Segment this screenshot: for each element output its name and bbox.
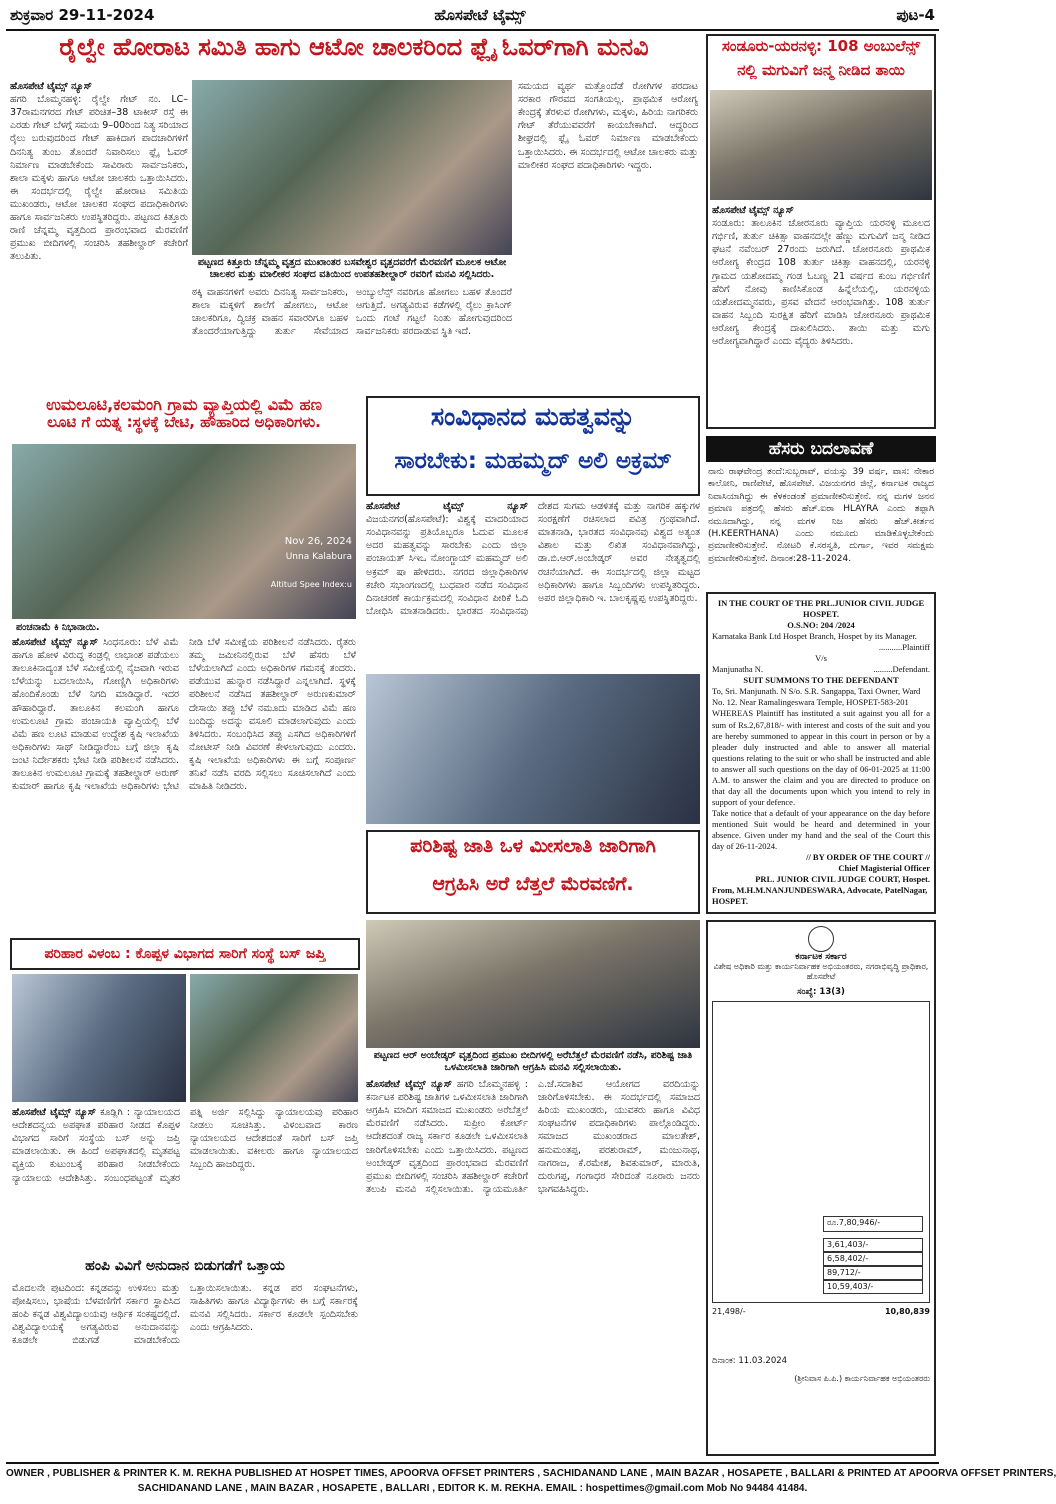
article5-photo-caption: ಪಟ್ಟಣದ ಆರ್ ಅಂಬೇಡ್ಕರ್ ವೃತ್ತದಿಂದ ಪ್ರಮುಖ ಬೀದಿಗಳಲ್ಲಿ ಅರೆಬೆತ್ತಲೆ ಮೆರವಣಿಗೆ ನಡೆಸಿ, ಪರಿಶಿಷ್ಟ ಜಾತಿ ಒಳಮೀಸಲಾತಿ ಜಾರಿಗಾಗಿ ಆಗ್ರಹಿಸಿ ಮನವಿ ಸಲ್ಲಿಸಲಾಯಿತು. [366,1048,700,1076]
tender-header: ಕರ್ನಾಟಕ ಸರ್ಕಾರ [795,952,847,962]
tender-signature: (ಶ್ರೀನಿವಾಸ ಪಿ.ಪಿ.) ಕಾರ್ಯನಿರ್ವಾಹಕ ಅಭಿಯಂತರರು [794,1373,930,1383]
article5-headline-1: ಪರಿಶಿಷ್ಟ ಜಾತಿ ಒಳ ಮೀಸಲಾತಿ ಜಾರಿಗಾಗಿ [410,835,656,857]
court-to: To, Sri. Manjunath. N S/o. S.R. Sangappa, Taxi Owner, Ward No. 12. Near Ramalingeswara Temple, HOSPET-583-201 [712,686,921,708]
court-officer-1: Chief Magisterial Officer [838,863,930,874]
article5-text [366,1078,700,1456]
article3-byline: ಹೊಸಪೇಟೆ ಟೈಮ್ಸ್ ನ್ಯೂಸ್ [12,637,98,648]
court-vs: V/s [815,653,827,664]
court-defendant-tag: .........Defendant. [873,664,930,675]
tender-amount-5: 10,59,403/- [823,1280,923,1294]
tender-amount-4: 89,712/- [823,1266,923,1280]
tender-emblem [808,926,834,952]
article3-photo-caption: ಪಂಚನಾಮೆ ಕಿ ನಿಭಾನಾಯಿ. [12,620,356,634]
tender-amount-3: 6,58,402/- [823,1252,923,1266]
article6-body: ಕೂಡ್ಲಿಗಿ : ನ್ಯಾಯಾಲಯದ ಆದೇಶದನ್ವಯ ಅಪಘಾತ ಪರಿಹಾರ ನೀಡದ ಕೊಪ್ಪಳ ವಿಭಾಗದ ಸಾರಿಗೆ ಸಂಸ್ಥೆಯ ಬಸ್ ಅನ್ನು ಜಪ್ತಿ ಮಾಡಲಾಯಿತು. ಈ ಹಿಂದೆ ಅಪಘಾತದಲ್ಲಿ ಮೃತಪಟ್ಟ ವ್ಯಕ್ತಿಯ ಕುಟುಂಬಕ್ಕೆ ಪರಿಹಾರ ನೀಡಬೇಕೆಂದು ನ್ಯಾಯಾಲಯ ಆದೇಶಿಸಿತ್ತು. ಸಂಬಂಧಪಟ್ಟಂತೆ ಮೃತರ ಪತ್ನಿ ಅರ್ಜಿ ಸಲ್ಲಿಸಿದ್ದು ನ್ಯಾಯಾಲಯವು ಪರಿಹಾರ ನೀಡಲು ಸೂಚಿಸಿತ್ತು. ವಿಳಂಬವಾದ ಕಾರಣ ನ್ಯಾಯಾಲಯದ ಆದೇಶದಂತೆ ಸಾರಿಗೆ ಬಸ್ ಜಪ್ತಿ ಮಾಡಲಾಯಿತು. ವಕೀಲರು ಹಾಗೂ ನ್ಯಾಯಾಲಯದ ಸಿಬ್ಬಂದಿ ಹಾಜರಿದ್ದರು. [12,1107,358,1184]
name-change-box [706,436,936,586]
article3-photo-loc: Unna Kalabura [285,552,352,562]
article5-headline-2: ಆಗ್ರಹಿಸಿ ಅರೆ ಬೆತ್ತಲೆ ಮೆರವಣಿಗೆ. [432,873,634,895]
article3-headline-2: ಲೂಟಿ ಗೆ ಯತ್ನ :ಸ್ಥಳಕ್ಕೆ ಬೇಟಿ, ಹೌಹಾರಿದ ಅಧಿಕಾರಿಗಳು. [47,413,321,432]
article3-headline-block [10,396,358,440]
article3-text [12,636,356,932]
article6-photo-2 [190,974,358,1102]
article6-photo-1 [12,974,186,1102]
court-from: From, M.H.M.NANJUNDESWARA, Advocate, PatelNagar, HOSPET. [712,885,928,907]
tender-date: ದಿನಾಂಕ: 11.03.2024 [712,1355,788,1366]
article2-photo [710,90,932,200]
court-whereas: WHEREAS Plaintiff has instituted a suit against you all for a sum of Rs.2,67,818/- with interest and costs of the suit and you are hereby summoned to appear in this court in person or by a pleader duly instructed and able to answer all material questions relating to the suit or who shall be instructed and able to answer all such questions on the day of 06-01-2025 at 11:00 A.M. to answer the claim and you are directed to produce on that day all the documents upon which you intend to rely in support of your defence. [712,708,930,807]
court-plaintiff: Karnataka Bank Ltd Hospet Branch, Hospet by its Manager. [712,631,917,642]
article5-photo [366,920,700,1048]
article4-headline-box [366,396,700,496]
footer-line-1: OWNER , PUBLISHER & PRINTER K. M. REKHA PUBLISHED AT HOSPET TIMES, APOORVA OFFSET PRINTERS , SACHIDANAND LANE , MAIN BAZAR , HOSAPETE , BALLARI & PRINTED AT APOORVA OFFSET PRINTERS, [6,1468,1056,1479]
court-plaintiff-tag: ...........Plaintiff [878,642,930,653]
article3-headline-1: ಉಮಲೂಟಿ,ಕಲಮಂಗಿ ಗ್ರಾಮ ವ್ಯಾಪ್ತಿಯಲ್ಲಿ ವಿಮೆ ಹಣ [46,395,322,414]
article7-body: ಮೊದಲನೇ ಪುಟದಿಂದ: ಕನ್ನಡವನ್ನು ಉಳಿಸಲು ಮತ್ತು ಪೋಷಿಸಲು, ಭಾಷೆಯ ಬೆಳವಣಿಗೆಗೆ ಸರ್ಕಾರ ಸ್ಥಾಪಿಸಿದ ಹಂಪಿ ಕನ್ನಡ ವಿಶ್ವವಿದ್ಯಾಲಯವು ಆರ್ಥಿಕ ಸಂಕಷ್ಟದಲ್ಲಿದೆ. ವಿಶ್ವವಿದ್ಯಾಲಯಕ್ಕೆ ಅಗತ್ಯವಿರುವ ಅನುದಾನವನ್ನು ಕೂಡಲೇ ಬಿಡುಗಡೆ ಮಾಡಬೇಕೆಂದು ಒತ್ತಾಯಿಸಲಾಯಿತು. ಕನ್ನಡ ಪರ ಸಂಘಟನೆಗಳು, ಸಾಹಿತಿಗಳು ಹಾಗೂ ವಿದ್ಯಾರ್ಥಿಗಳು ಈ ಬಗ್ಗೆ ಸರ್ಕಾರಕ್ಕೆ ಮನವಿ ಸಲ್ಲಿಸಿದರು. ಸರ್ಕಾರ ಕೂಡಲೇ ಸ್ಪಂದಿಸಬೇಕು ಎಂದು ಆಗ್ರಹಿಸಿದರು. [12,1283,358,1347]
article3-photo [12,444,356,619]
masthead-date: ಶುಕ್ರವಾರ 29-11-2024 [10,6,155,24]
article1-byline: ಹೊಸಪೇಟೆ ಟೈಮ್ಸ್ ನ್ಯೂಸ್ [10,81,92,92]
court-officer-2: PRL. JUNIOR CIVIL JUDGE COURT, Hospet. [755,874,930,885]
article1-body-mid: ಠಕ್ಕಿ ವಾಹನಗಳಿಗೆ ಅವರು ದಿನನಿತ್ಯ ಸಾರ್ವಜನಿಕರು, ಶಾಲಾ ಮಕ್ಕಳಿಗೆ ಶಾಲೆಗೆ ಹೋಗಲು, ಆಟೋ ಚಾಲಕರಿಗೂ, ದ್ವಿಚಕ್ರ ವಾಹನ ಸವಾರರಿಗೂ ಬಹಳ ತೊಂದರೆಯಾಗುತ್ತಿದ್ದು ತುರ್ತು ಸೇವೆಯಾದ ಅಂಬ್ಯುಲೆನ್ಸ್ ನವರಿಗೂ ಹೋಗಲು ಬಹಳ ತೊಂದರೆ ಆಗುತ್ತಿದೆ. ಅಗತ್ಯವಿರುವ ಕಡೆಗಳಲ್ಲಿ ರೈಲು ಕ್ರಾಸಿಂಗ್ ಒಂದು ಗಂಟೆ ಗಟ್ಟಲೆ ನಿಂತು ಹೋಗುವುದರಿಂದ ಸಾರ್ವಜನಿಕರು ಪರದಾಡುವ ಸ್ಥಿತಿ ಇದೆ. [192,287,512,338]
tender-amount-6: 21,498/- [712,1306,746,1316]
tender-amount-7: 10,80,839 [884,1306,930,1316]
tender-amount-1: ರೂ.7,80,946/- [823,1216,923,1232]
masthead-page-no: ಪುಟ-4 [896,6,935,24]
masthead-paper-name: ಹೊಸಪೇಟೆ ಟೈಮ್ಸ್ [434,6,526,24]
article3-photo-alt: Altitud Spee Index:u [270,580,352,589]
court-title: IN THE COURT OF THE PRL.JUNIOR CIVIL JUDGE HOSPET. [717,598,925,620]
article4-headline-2: ಸಾರಬೇಕು: ಮಹಮ್ಮದ್ ಅಲಿ ಅಕ್ರಮ್ [394,448,672,474]
article2-text [712,204,930,426]
article2-box [706,34,936,429]
article3-body: ಸಿಂಧನೂರು: ಬೆಳೆ ವಿಮೆ ಹಾಗೂ ಹೋಳ ವಿರುದ್ಧ ಕಂಡ್ರಲ್ಲಿ ಲಾಭಾಂಶ ಪಡೆಯಲು ತಾಲೂಕಿನಾದ್ಯಂತ ಬೆಳೆ ಸಮೀಕ್ಷೆಯಲ್ಲಿ ನೈಜವಾಗಿ ಇರುವ ಬೆಳೆಯನ್ನು ಬದಲಾಯಿಸಿ, ಗೋಣ್ಣಿಗಿ ಅಧಿಕಾರಿಗಳು ಹೊಂದಿಕೊಂಡು ಬೆಳೆ ನಿಗದಿ ಮಾಡಿದ್ದಾರೆ. ಇದರ ಹೌಹಾರಿದ್ದಾರೆ. ತಾಲೂಕಿನ ಕಲಮಂಗಿ ಹಾಗೂ ಉಮಲೂಟಿ ಗ್ರಾಮ ಪಂಚಾಯತಿ ವ್ಯಾಪ್ತಿಯಲ್ಲಿ ಬೆಳೆ ವಿಮೆ ಹಣ ಲೂಟಿ ಮಾಡುವ ಉದ್ದೇಶ ಕೃಷಿ ಇಲಾಖೆಯ ಅಧಿಕಾರಿಗಳು ಸಾಥ್ ನೀಡಿದ್ದಾರೆಂಬ ಬಗ್ಗೆ ಜಿಲ್ಲಾ ಕೃಷಿ ಜಂಟಿ ನಿರ್ದೇಶಕರು ಭೇಟಿ ನೀಡಿ ಪರಿಶೀಲನೆ ನಡೆಸಿದರು. ತಾಲೂಕಿನ ಉಮಲೂಟಿ ಗ್ರಾಮಕ್ಕೆ ತಹಶೀಲ್ದಾರ್ ಅರುಣ್ ಕುಮಾರ್ ಹಾಗೂ ಕೃಷಿ ಇಲಾಖೆಯ ಅಧಿಕಾರಿಗಳು ಭೇಟಿ ನೀಡಿ ಬೆಳೆ ಸಮೀಕ್ಷೆಯ ಪರಿಶೀಲನೆ ನಡೆಸಿದರು. ರೈತರು ತಮ್ಮ ಜಮೀನಿನಲ್ಲಿರುವ ಬೆಳೆ ಹೆಸರು ಬೆಳೆ ಬೆಳೆಯಲಾಗಿದೆ ಎಂದು ಅಧಿಕಾರಿಗಳ ಗಮನಕ್ಕೆ ತಂದರು. ಪಡೆಯುವ ಹುನ್ನಾರ ನಡೆಸಿದ್ದಾರೆ ಎನ್ನಲಾಗಿದೆ. ಸ್ಥಳಕ್ಕೆ ಪರಿಶೀಲನೆ ನಡೆಸಿದ ತಹಶೀಲ್ದಾರ್ ಅರುಣಕುಮಾರ್ ದೇಸಾಯಿ ತಪ್ಪು ಬೆಳೆ ನಮೂದು ಮಾಡಿದ ವಿಮೆ ಹಣ ಬಂದಿದ್ದು ಅದನ್ನು ವಸೂಲಿ ಮಾಡಲಾಗುವುದು ಎಂದು ತಿಳಿಸಿದರು. ಸಂಬಂಧಿಸಿದ ತಪ್ಪು ಎಸಗಿದ ಅಧಿಕಾರಿಗಳಿಗೆ ನೋಟೀಸ್ ನೀಡಿ ವಿವರಣೆ ಕೇಳಲಾಗುವುದು ಎಂದರು. ಕೃಷಿ ಇಲಾಖೆಯ ಅಧಿಕಾರಿಗಳು ಈ ಬಗ್ಗೆ ಸಂಪೂರ್ಣ ತನಿಖೆ ನಡೆಸಿ ವರದಿ ಸಲ್ಲಿಸಲು ಸೂಚಿಸಲಾಗಿದೆ ಎಂದು ಮಾಹಿತಿ ನೀಡಿದರು. [12,637,356,793]
tender-notice-box [706,920,936,1456]
article4-headline-1: ಸಂವಿಧಾನದ ಮಹತ್ವವನ್ನು [430,402,636,431]
tender-body: ವಿಶೇಷ ಅಧಿಕಾರಿ ಮತ್ತು ಕಾರ್ಯನಿರ್ವಾಹಕ ಅಭಿಯಂತರರು, ನಗರಾಭಿವೃದ್ಧಿ ಪ್ರಾಧಿಕಾರ, ಹೊಸಪೇಟೆ [713,962,929,982]
article1-body-left: ಹಗರಿ ಬೊಮ್ಮನಹಳ್ಳಿ: ರೈಲ್ವೇ ಗೇಟ್ ನಂ. LC–37ರಾಮನಗರದ ಗೇಟ್ ಪರಿಚಿತ–38 ಟಾಕೀಸ್ ರಸ್ತೆ ಈ ಎರಡು ಗೇಟ್ ಬೆಳಗ್ಗೆ ಸಮಯ 9–00ರಿಂದ ನಿತ್ಯ ಸರಿಯಾದ ರೈಲು ಬರುವುದರಿಂದ ಗೇಟ್ ಹಾಕಿದಾಗ ಪಾದಚಾರಿಗಳಿಗೆ ದಿನನಿತ್ಯ ತುಂಬ ತೊಂದರೆ ನಿವಾರಿಸಲು ಫ್ಲೈ ಓವರ್ ನಿರ್ಮಾಣ ಮಾಡಬೇಕೆಂದು ಸಾವಿರಾರು ಸಾರ್ವಜನಿಕರು, ಶಾಲಾ ಮಕ್ಕಳು ಹಾಗೂ ಆಟೋ ಚಾಲಕರು ಒತ್ತಾಯಿಸಿದರು. ಈ ಸಂದರ್ಭದಲ್ಲಿ ರೈಲ್ವೇ ಹೋರಾಟ ಸಮಿತಿಯ ಮುಖಂಡರು, ಆಟೋ ಚಾಲಕರ ಸಂಘದ ಪದಾಧಿಕಾರಿಗಳು ಹಾಗೂ ಸಾರ್ವಜನಿಕರು ಉಪಸ್ಥಿತರಿದ್ದರು. ಪಟ್ಟಣದ ಕಿತ್ತೂರು ರಾಣಿ ಚೆನ್ನಮ್ಮ ವೃತ್ತದಿಂದ ಪ್ರಾರಂಭವಾದ ಮೆರವಣಿಗೆ ಪ್ರಮುಖ ಬೀದಿಗಳಲ್ಲಿ ಸಂಚರಿಸಿ ತಹಶೀಲ್ದಾರ್ ಕಚೇರಿಗೆ ತಲುಪಿತು. [10,94,188,263]
masthead-rule [6,29,939,31]
article6-headline: ಪರಿಹಾರ ವಿಳಂಬ : ಕೊಪ್ಪಳ ವಿಭಾಗದ ಸಾರಿಗೆ ಸಂಸ್ಥೆ ಬಸ್ ಜಪ್ತಿ [44,946,326,962]
article1-photo-caption: ಪಟ್ಟಣದ ಕಿತ್ತೂರು ಚೆನ್ನಮ್ಮ ವೃತ್ತದ ಮುಖಾಂತರ ಬಸವೇಶ್ವರ ವೃತ್ತದವರೆಗೆ ಮೆರವಣಿಗೆ ಮೂಲಕ ಆಟೋ ಚಾಲಕರ ಮತ್ತು ಮಾಲೀಕರ ಸಂಘದ ವತಿಯಿಂದ ಉಪತಹಶೀಲ್ದಾರ್ ರವರಿಗೆ ಮನವಿ ಸಲ್ಲಿಸಿದರು. [192,255,512,283]
article4-body: ವಿಜಯನಗರ(ಹೊಸಪೇಟೆ): ವಿಶ್ವಕ್ಕೆ ಮಾದರಿಯಾದ ಸಂವಿಧಾನವನ್ನು ಪ್ರತಿಯೊಬ್ಬರೂ ಓದುವ ಮೂಲಕ ಅದರ ಮಹತ್ವವನ್ನು ಸಾರಬೇಕು ಎಂದು ಜಿಲ್ಲಾ ಪಂಚಾಯತ್ ಸಿಇಒ ನೋಂಗ್ಜಾಯ್ ಮಹಮ್ಮದ್ ಅಲಿ ಅಕ್ರಮ್ ಷಾ ಹೇಳಿದರು. ನಗರದ ಜಿಲ್ಲಾಧಿಕಾರಿಗಳ ಕಚೇರಿ ಸಭಾಂಗಣದಲ್ಲಿ ಬುಧವಾರ ನಡೆದ ಸಂವಿಧಾನ ದಿನಾಚರಣೆ ಕಾರ್ಯಕ್ರಮದಲ್ಲಿ ಸಂವಿಧಾನ ಪೀಠಿಕೆ ಓದಿ ಬೋಧಿಸಿ ಮಾತನಾಡಿದರು. ಭಾರತದ ಸಂವಿಧಾನವು ದೇಶದ ಸುಗಮ ಆಡಳಿತಕ್ಕೆ ಮತ್ತು ನಾಗರಿಕ ಹಕ್ಕುಗಳ ಸಂರಕ್ಷಣೆಗೆ ರಚಿಸಲಾದ ಪವಿತ್ರ ಗ್ರಂಥವಾಗಿದೆ. ಮಾತನಾಡಿ, ಭಾರತದ ಸಂವಿಧಾನವು ವಿಶ್ವದ ಅತ್ಯಂತ ವಿಶಾಲ ಮತ್ತು ಲಿಖಿತ ಸಂವಿಧಾನವಾಗಿದ್ದು, ಡಾ.ಬಿ.ಆರ್.ಅಂಬೇಡ್ಕರ್ ಅವರ ನೇತೃತ್ವದಲ್ಲಿ ರಚನೆಯಾಗಿದೆ. ಈ ಸಂದರ್ಭದಲ್ಲಿ ಜಿಲ್ಲಾ ಮಟ್ಟದ ಅಧಿಕಾರಿಗಳು ಹಾಗೂ ಸಿಬ್ಬಂದಿಗಳು ಉಪಸ್ಥಿತರಿದ್ದರು. ಅಪರ ಜಿಲ್ಲಾಧಿಕಾರಿ ಇ. ಬಾಲಕೃಷ್ಣಪ್ಪ ಉಪಸ್ಥಿತರಿದ್ದರು. [366,501,700,617]
name-change-heading: ಹೆಸರು ಬದಲಾವಣೆ [706,436,936,462]
court-summons-heading: SUIT SUMMONS TO THE DEFENDANT [743,675,899,686]
court-defendant [712,664,930,675]
court-summons-box [706,592,936,914]
tender-amount-row [712,1307,930,1316]
footer-line-2: SACHIDANAND LANE , MAIN BAZAR , HOSAPETE , BALLARI , EDITOR K. M. REKHA. EMAIL : hospettimes@gmail.com Mob No 94484 41484. [137,1483,808,1494]
footer-rule [6,1462,939,1464]
name-change-body: ನಾನು ರಾಘವೇಂದ್ರ ತಂದೆ:ಸುಬ್ಬರಾವ್, ವಯಸ್ಸು 39 ವರ್ಷ, ವಾಸ: ನೇಕಾರ ಕಾಲೋನಿ, ರಾಣಿಪೇಟೆ, ಹೊಸಪೇಟೆ. ವಿಜಯನಗರ ಜಿಲ್ಲೆ, ಕರ್ನಾಟಕ ರಾಜ್ಯದ ನಿವಾಸಿಯಾಗಿದ್ದು ಈ ಕೆಳಕಂಡಂತೆ ಪ್ರಮಾಣೀಕರಿಸುತ್ತೇನೆ. ನನ್ನ ಮಗಳ ಜನನ ಪ್ರಮಾಣ ಪತ್ರದಲ್ಲಿ ಹೆಸರು ಹೆಚ್.ಐರಾ HLAYRA ಎಂದು ತಪ್ಪಾಗಿ ನಮೂದಾಗಿದ್ದು, ನನ್ನ ಮಗಳ ನಿಜ ಹೆಸರು ಹೆಚ್.ಕೀರ್ತನ (H.KEERTHANA) ಎಂದು ನಮೂದು ಮಾಡಿಕೊಳ್ಳಬೇಕೆಂದು ಪ್ರಮಾಣೀಕರಿಸುತ್ತೇನೆ. ನೋಟರಿ ಕೆ.ಸರಸ್ವತಿ, ದುರ್ಗಾ, ಇವರ ಸಮಕ್ಷಮ ಪ್ರಮಾಣೀಕರಿಸುತ್ತೇನೆ. ದಿನಾಂಕ:28-11-2024. [708,467,934,564]
footer [6,1466,1056,1500]
article2-headline-2: ನಲ್ಲಿ ಮಗುವಿಗೆ ಜನ್ಮ ನೀಡಿದ ತಾಯಿ [737,61,905,79]
court-defendant-name: Manjunatha N. [712,664,763,675]
article2-byline: ಹೊಸಪೇಟೆ ಟೈಮ್ಸ್ ನ್ಯೂಸ್ [712,205,794,216]
article4-text [366,500,700,670]
article5-headline-box [366,830,700,914]
article6-byline: ಹೊಸಪೇಟೆ ಟೈಮ್ಸ್ ನ್ಯೂಸ್ [12,1107,96,1118]
article3-photo-stamp: Nov 26, 2024 [284,536,352,547]
article1-left-column [10,80,188,390]
article2-body: ಸಂಡೂರು: ತಾಲೂಕಿನ ಚೋರನೂರು ವ್ಯಾಪ್ತಿಯ ಯರನಳ್ಳಿ ಮೂಲದ ಗರ್ಭಿಣಿ, ತುರ್ತು ಚಿಕಿತ್ಸಾ ವಾಹನದಲ್ಲೇ ಹೆಣ್ಣು ಮಗುವಿಗೆ ಜನ್ಮ ನೀಡಿದ ಘಟನೆ ನವೆಂಬರ್ 27ರಂದು ಜರುಗಿದೆ. ಚೋರನೂರು ಪ್ರಾಥಮಿಕ ಆರೋಗ್ಯ ಕೇಂದ್ರದ 108 ತುರ್ತು ಚಿಕಿತ್ಸಾ ವಾಹನದಲ್ಲಿ, ಯರನಳ್ಳಿ ಗ್ರಾಮದ ಯಶೋದಮ್ಮ ಗಂಡ ಓಬಣ್ಣ 21 ವರ್ಷದ ಕುಂಬ ಗರ್ಭಿಣಿಗೆ ಹೆರಿಗೆ ನೋವು ಕಾಣಿಸಿಕೊಂಡ ಹಿನ್ನೆಲೆಯಲ್ಲಿ, ಯರನಳ್ಳಿಯ ಯಶೋದಮ್ಮನವರು, ಪ್ರಸವ ವೇದನೆ ಆರಂಭವಾಗಿತ್ತು. 108 ತುರ್ತು ವಾಹನ ಸಿಬ್ಬಂದಿ ಸುರಕ್ಷಿತ ಹೆರಿಗೆ ಮಾಡಿಸಿ ಚೋರನೂರು ಪ್ರಾಥಮಿಕ ಆರೋಗ್ಯ ಕೇಂದ್ರಕ್ಕೆ ದಾಖಲಿಸಿದರು. ತಾಯಿ ಮತ್ತು ಮಗು ಆರೋಗ್ಯವಾಗಿದ್ದಾರೆ ಎಂದು ವೈದ್ಯರು ತಿಳಿಸಿದರು. [712,218,930,348]
tender-amount-2: 3,61,403/- [823,1238,923,1252]
article6-headline-box [10,938,360,970]
tender-notice-no: ಸಂಖ್ಯೆ: 13(3) [797,986,845,997]
court-notice: Take notice that a default of your appearance on the day before mentioned Suit would be heard and determined in your absence. Given under my hand and the seal of the Court this day of 26-11-2024. [712,807,930,852]
article4-byline: ಹೊಸಪೇಟೆ ಟೈಮ್ಸ್ ನ್ಯೂಸ್ [366,501,528,512]
article4-photo [366,674,700,824]
court-os-no: O.S.NO: 204 /2024 [787,620,855,631]
article1-headline: ರೈಲ್ವೇ ಹೋರಾಟ ಸಮಿತಿ ಹಾಗು ಆಟೋ ಚಾಲಕರಿಂದ ಫ್ಲೈ ಓವರ್‌ಗಾಗಿ ಮನವಿ [59,33,649,61]
tender-table [712,1001,930,1303]
article2-headline-1: ಸಂಡೂರು-ಯರನಳ್ಳಿ: 108 ಅಂಬುಲೆನ್ಸ್ [721,37,921,55]
article6-text [12,1106,358,1254]
court-order: // BY ORDER OF THE COURT // [806,852,930,863]
article5-body: ಹಗರಿ ಬೊಮ್ಮನಹಳ್ಳಿ : ಕರ್ನಾಟಕ ಪರಿಶಿಷ್ಟ ಜಾತಿಗಳ ಒಳಮೀಸಲಾತಿ ಜಾರಿಗಾಗಿ ಆಗ್ರಹಿಸಿ ಮಾದಿಗ ಸಮಾಜದ ಮುಖಂಡರು ಅರೆಬೆತ್ತಲೆ ಮೆರವಣಿಗೆ ನಡೆಸಿದರು. ಸುಪ್ರೀಂ ಕೋರ್ಟ್ ಆದೇಶದಂತೆ ರಾಜ್ಯ ಸರ್ಕಾರ ಕೂಡಲೇ ಒಳಮೀಸಲಾತಿ ಜಾರಿಗೊಳಿಸಬೇಕು ಎಂದು ಒತ್ತಾಯಿಸಿದರು. ಪಟ್ಟಣದ ಅಂಬೇಡ್ಕರ್ ವೃತ್ತದಿಂದ ಪ್ರಾರಂಭವಾದ ಮೆರವಣಿಗೆ ಪ್ರಮುಖ ಬೀದಿಗಳಲ್ಲಿ ಸಂಚರಿಸಿ ತಹಶೀಲ್ದಾರ್ ಕಚೇರಿಗೆ ತಲುಪಿ ಮನವಿ ಸಲ್ಲಿಸಲಾಯಿತು. ನ್ಯಾಯಮೂರ್ತಿ ಎ.ಜೆ.ಸದಾಶಿವ ಆಯೋಗದ ವರದಿಯನ್ನು ಜಾರಿಗೊಳಿಸಬೇಕು. ಈ ಸಂದರ್ಭದಲ್ಲಿ ಸಮಾಜದ ಹಿರಿಯ ಮುಖಂಡರು, ಯುವಕರು ಹಾಗೂ ವಿವಿಧ ಸಂಘಟನೆಗಳ ಪದಾಧಿಕಾರಿಗಳು ಪಾಲ್ಗೊಂಡಿದ್ದರು. ಸಮಾಜದ ಮುಖಂಡರಾದ ಮಾಲತೇಶ್, ಹನುಮಂತಪ್ಪ, ಪರಶುರಾಮ್, ಮಂಜುನಾಥ, ನಾಗರಾಜ, ಕೆ.ರಮೇಶ, ಶಿವಕುಮಾರ್, ಮಾರುತಿ, ದುರುಗಪ್ಪ, ಗಂಗಾಧರ ಸೇರಿದಂತೆ ನೂರಾರು ಜನರು ಭಾಗವಹಿಸಿದ್ದರು. [366,1079,700,1195]
article7-headline: ಹಂಪಿ ವಿವಿಗೆ ಅನುದಾನ ಬಿಡುಗಡೆಗೆ ಒತ್ತಾಯ [85,1258,285,1274]
article5-byline: ಹೊಸಪೇಟೆ ಟೈಮ್ಸ್ ನ್ಯೂಸ್ [366,1079,452,1090]
article1-photo [192,80,512,255]
masthead [0,0,945,30]
article1-body-right: ಸಮಯದ ವ್ಯರ್ಥ ಮತ್ತೊಂದೆಡೆ ರೋಗಿಗಳ ಪರದಾಟ ಸರಕಾರ ಗೌರವದ ಸಂಗತಿಯಲ್ಲ. ಪ್ರಾಥಮಿಕ ಆರೋಗ್ಯ ಕೇಂದ್ರಕ್ಕೆ ತೆರಳುವ ರೋಗಿಗಳು, ಮಕ್ಕಳು, ಹಿರಿಯ ನಾಗರಿಕರು ಗೇಟ್ ತೆರೆಯುವವರೆಗೆ ಕಾಯಬೇಕಾಗಿದೆ. ಆದ್ದರಿಂದ ಶೀಘ್ರದಲ್ಲಿ ಫ್ಲೈ ಓವರ್ ನಿರ್ಮಾಣ ಮಾಡಬೇಕೆಂದು ಒತ್ತಾಯಿಸಿದರು. ಈ ಸಂದರ್ಭದಲ್ಲಿ ಆಟೋ ಚಾಲಕರು ಮತ್ತು ಮಾಲೀಕರ ಸಂಘದ ಪದಾಧಿಕಾರಿಗಳು ಇದ್ದರು. [518,81,698,171]
